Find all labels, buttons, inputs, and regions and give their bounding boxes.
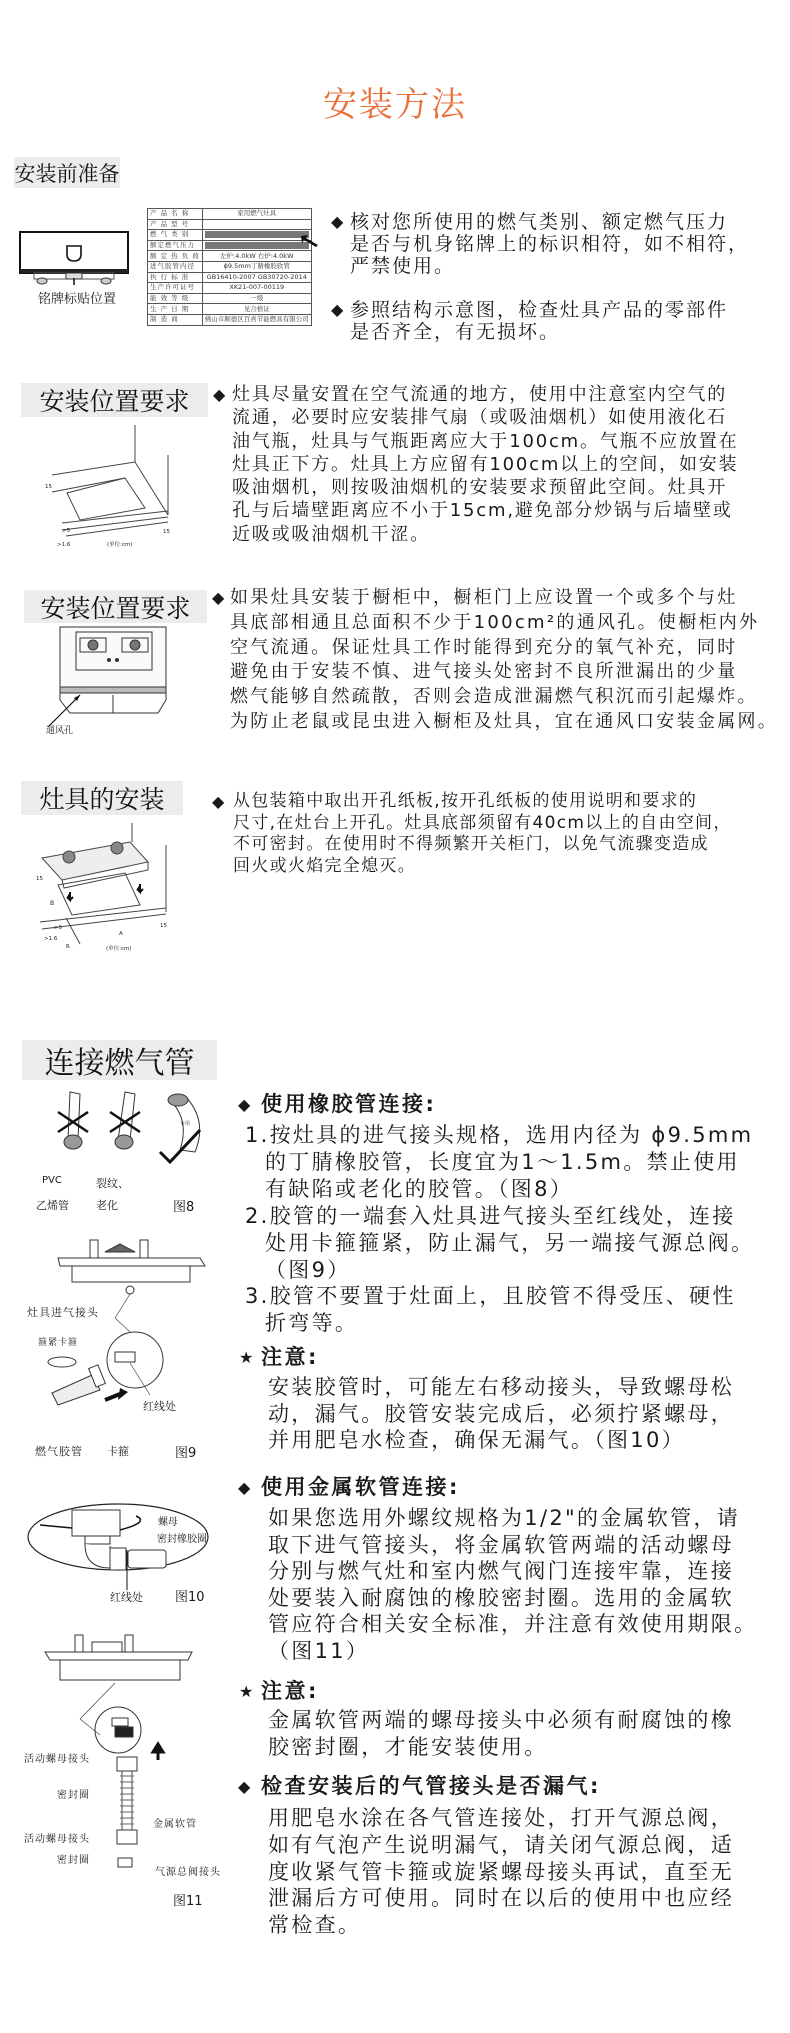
fig8-label-crack2: 老化 xyxy=(96,1199,118,1212)
fig8-label-pvc2: 乙烯管 xyxy=(36,1199,69,1212)
position-text xyxy=(232,383,738,546)
fig9-label-hose: 燃气胶管 xyxy=(35,1445,83,1458)
note-1-text xyxy=(268,1374,734,1454)
nameplate-caption: 铭牌标贴位置 xyxy=(38,292,117,307)
dim-label: R xyxy=(66,944,70,950)
section-header-prep: 安装前准备 xyxy=(14,157,120,188)
cabinet-vent-diagram xyxy=(40,625,180,735)
arrow-icon xyxy=(300,234,320,248)
unit-label: (单位:cm) xyxy=(107,542,133,548)
text-line: 分别与燃气灶和室内燃气阀门连接牢靠，连接 xyxy=(268,1559,734,1583)
nameplate-row xyxy=(148,251,312,262)
nameplate-row xyxy=(148,209,312,220)
text-line: 孔与后墙壁距离应不小于15cm,避免部分炒锅与后墙壁或 xyxy=(232,500,733,522)
text-line: 取下进气管接头，将金属软管两端的活动螺母 xyxy=(268,1532,734,1557)
dim-label: 15 xyxy=(163,529,170,535)
text-line: 常检查。 xyxy=(268,1913,362,1937)
fig11-caption: 图11 xyxy=(173,1894,203,1909)
leak-check-heading: 检查安装后的气管接头是否漏气: xyxy=(261,1774,601,1798)
text-line: 3.胶管不要置于灶面上，且胶管不得受压、硬性 xyxy=(245,1284,736,1308)
page-title: 安装方法 xyxy=(323,85,467,125)
nameplate-key: 产 品 名 称 xyxy=(148,209,203,220)
dim-label: 15 xyxy=(45,484,52,490)
fig9-caption: 图9 xyxy=(175,1446,197,1461)
metal-hose-text xyxy=(268,1505,757,1664)
diamond-bullet-icon: ◆ xyxy=(213,385,226,404)
fig9-label-red-line: 红线处 xyxy=(143,1400,176,1413)
stove-install-text xyxy=(233,791,732,878)
text-line: 如果灶具安装于橱柜中，橱柜门上应设置一个或多个与灶 xyxy=(230,587,738,608)
dim-label: >5 xyxy=(62,528,71,534)
nameplate-value: 左炉:4.0kW 右炉:4.0kW xyxy=(202,251,311,262)
dim-label: >1.6 xyxy=(57,542,71,548)
nameplate-row xyxy=(148,304,312,315)
text-line: 管应符合相关安全标准，并注意有效使用期限。 xyxy=(268,1612,758,1636)
nameplate-key: 产 品 型 号 xyxy=(148,219,203,230)
fig9-label-inlet: 灶具进气接头 xyxy=(27,1306,99,1319)
rubber-hose-item-2 xyxy=(245,1203,755,1283)
nameplate-value: 一级 xyxy=(202,293,311,304)
text-line: 处要装入耐腐蚀的橡胶密封圈。选用的金属软 xyxy=(268,1585,734,1610)
diamond-bullet-icon: ◆ xyxy=(238,1095,251,1114)
nameplate-key: 制 造 商 xyxy=(148,314,203,325)
text-line: 流通，必要时应安装排气扇（或吸油烟机）如使用液化石 xyxy=(232,407,727,429)
diamond-bullet-icon: ◆ xyxy=(238,1478,251,1497)
nameplate-value xyxy=(202,219,311,230)
rubber-hose-item-3 xyxy=(245,1283,736,1337)
fig11-label-nut2: 活动螺母接头 xyxy=(24,1834,90,1845)
fig10-label-nut: 螺母 xyxy=(158,1517,178,1528)
dim-label: B xyxy=(50,900,55,907)
text-line: 燃气能够自然疏散，否则会造成泄漏燃气积沉而引起爆炸。 xyxy=(230,686,758,708)
diamond-bullet-icon: ◆ xyxy=(238,1777,251,1796)
text-line: （图11） xyxy=(268,1638,370,1663)
fig8-label-crack: 裂纹、 xyxy=(96,1177,129,1190)
text-line: 避免由于安装不慎、进气接头处密封不良所泄漏出的少量 xyxy=(230,661,738,683)
hose-types-figure xyxy=(30,1090,210,1170)
nameplate-row xyxy=(148,240,312,251)
text-line: 是否齐全，有无损坏。 xyxy=(350,321,561,343)
nameplate-value: GB16410-2007 GB30720-2014 xyxy=(202,272,311,283)
text-line: 的丁腈橡胶管，长度宜为1～1.5m。禁止使用 xyxy=(265,1149,740,1174)
diamond-bullet-icon: ◆ xyxy=(212,792,225,811)
section-header-cabinet: 安装位置要求 xyxy=(24,590,207,623)
text-line: 金属软管两端的螺母接头中必须有耐腐蚀的橡 xyxy=(268,1708,734,1732)
nameplate-value: 佛山市顺德区百喜节能燃具有限公司 xyxy=(202,314,311,325)
nameplate-value: 见合格证 xyxy=(202,304,311,315)
cabinet-text xyxy=(230,586,778,735)
text-line: 如有气泡产生说明漏气，请关闭气源总阀，适 xyxy=(268,1832,734,1857)
text-line: 严禁使用。 xyxy=(350,255,456,277)
note-1-heading: 注意: xyxy=(261,1345,319,1369)
text-line: 泄漏后方可使用。同时在以后的使用中也应经 xyxy=(268,1886,734,1911)
text-line: 有缺陷或老化的胶管。（图8） xyxy=(265,1176,574,1201)
text-line: 折弯等。 xyxy=(265,1310,359,1335)
nameplate-key: 燃 气 类 别 xyxy=(148,230,203,241)
text-line: 1.按灶具的进气接头规格，选用内径为 ϕ9.5mm xyxy=(245,1123,754,1147)
section-header-position: 安装位置要求 xyxy=(21,383,208,417)
star-icon: ★ xyxy=(239,1348,254,1367)
fig11-label-seal1: 密封圈 xyxy=(57,1790,90,1801)
stove-nameplate-illustration xyxy=(14,225,134,285)
nameplate-key: 进气胶管内径 xyxy=(148,261,203,272)
text-line: 2.胶管的一端套入灶具进气接头至红线处，连接 xyxy=(245,1204,736,1228)
diamond-bullet-icon: ◆ xyxy=(331,300,344,319)
diamond-bullet-icon: ◆ xyxy=(331,212,344,231)
fig10-caption: 图10 xyxy=(175,1590,205,1605)
fig10-label-red-line: 红线处 xyxy=(110,1591,143,1604)
text-line: （图9） xyxy=(265,1257,351,1282)
dim-label: >5 xyxy=(54,925,63,931)
text-line: 灶具正下方。灶具上方应留有100cm以上的空间，如安装 xyxy=(232,453,739,475)
text-line: 近吸或吸油烟机干涩。 xyxy=(232,523,430,545)
nameplate-row xyxy=(148,283,312,294)
section-header-gas-pipe: 连接燃气管 xyxy=(22,1040,217,1080)
fig8-label-pvc: PVC xyxy=(42,1175,62,1186)
text-line: 度收紧气管卡箍或旋紧螺母接头再试，直至无 xyxy=(268,1859,734,1884)
text-line: 参照结构示意图，检查灶具产品的零部件 xyxy=(350,299,729,321)
unit-label: (单位:cm) xyxy=(106,946,132,952)
nameplate-value: ϕ9.5mm丁腈橡胶软管 xyxy=(202,261,311,272)
nameplate-row xyxy=(148,293,312,304)
dim-label: 15 xyxy=(36,876,43,882)
fig11-label-nut1: 活动螺母接头 xyxy=(24,1754,90,1765)
nameplate-row xyxy=(148,261,312,272)
text-line: 并用肥皂水检查，确保无漏气。（图10） xyxy=(268,1428,685,1452)
nameplate-table xyxy=(147,208,312,326)
text-line: 回火或火焰完全熄灭。 xyxy=(233,856,416,877)
text-line: 是否与机身铭牌上的标识相符，如不相符， xyxy=(350,233,750,255)
text-line: 如果您选用外螺纹规格为1/2"的金属软管，请 xyxy=(268,1506,741,1530)
text-line: 不可密封。在使用时不得频繁开关柜门，以免气流骤变造成 xyxy=(233,834,709,855)
fig11-label-metal-hose: 金属软管 xyxy=(153,1819,197,1830)
dim-label: >1.6 xyxy=(44,936,58,942)
fig11-label-valve: 气源总阀接头 xyxy=(155,1867,221,1878)
fig9-label-clamp-tight: 箍紧卡箍 xyxy=(38,1338,79,1348)
rubber-hose-figure xyxy=(0,1230,220,1440)
prep-bullet-1 xyxy=(350,211,749,277)
nameplate-key: 能 效 等 级 xyxy=(148,293,203,304)
text-line: 灶具尽量安置在空气流通的地方，使用中注意室内空气的 xyxy=(232,384,727,405)
text-line: 核对您所使用的燃气类别、额定燃气压力 xyxy=(350,211,729,233)
fig9-label-clamp: 卡箍 xyxy=(107,1445,129,1458)
nameplate-value: 家用燃气灶具 xyxy=(202,209,311,220)
fig11-label-seal2: 密封圈 xyxy=(57,1855,90,1866)
text-line: 安装胶管时，可能左右移动接头，导致螺母松 xyxy=(268,1375,734,1399)
text-line: 为防止老鼠或昆虫进入橱柜及灶具，宜在通风口安装金属网。 xyxy=(230,710,779,732)
rubber-hose-item-1 xyxy=(245,1122,754,1202)
nameplate-key: 生 产 日 期 xyxy=(148,304,203,315)
dim-label: 15 xyxy=(160,923,167,929)
note-2-heading: 注意: xyxy=(261,1679,319,1703)
nameplate-row xyxy=(148,219,312,230)
section-header-stove-install: 灶具的安装 xyxy=(21,781,183,815)
text-line: 尺寸,在灶台上开孔。灶具底部须留有40cm以上的自由空间， xyxy=(233,812,732,833)
nameplate-row xyxy=(148,230,312,241)
text-line: 油气瓶，灶具与气瓶距离应大于100cm。气瓶不应放置在 xyxy=(232,430,739,452)
clearance-diagram xyxy=(0,420,210,560)
nameplate-key: 生产许可证号 xyxy=(148,283,203,294)
nameplate-row xyxy=(148,314,312,325)
rubber-hose-heading: 使用橡胶管连接: xyxy=(261,1092,437,1116)
arrow-up-icon xyxy=(153,1744,163,1760)
dim-label: A xyxy=(119,931,123,937)
redacted-bar xyxy=(205,231,309,238)
nameplate-key: 额 定 热 负 荷 xyxy=(148,251,203,262)
note-2-text xyxy=(268,1707,734,1760)
text-line: 吸油烟机，则按吸油烟机的安装要求预留此空间。灶具开 xyxy=(232,477,727,499)
text-line: 动，漏气。胶管安装完成后，必须拧紧螺母， xyxy=(268,1401,734,1426)
text-line: 处用卡箍箍紧，防止漏气，另一端接气源总阀。 xyxy=(265,1230,755,1255)
fig10-label-seal: 密封橡胶圈 xyxy=(157,1534,207,1545)
metal-hose-heading: 使用金属软管连接: xyxy=(261,1475,460,1499)
text-line: 用肥皂水涂在各气管连接处，打开气源总阀， xyxy=(268,1806,734,1830)
text-line: 从包装箱中取出开孔纸板,按开孔纸板的使用说明和要求的 xyxy=(233,791,698,811)
leak-check-text xyxy=(268,1805,734,1939)
fig8-caption: 图8 xyxy=(173,1200,195,1215)
text-line: 胶密封圈，才能安装使用。 xyxy=(268,1734,548,1759)
cutout-diagram xyxy=(0,820,200,960)
text-line: 具底部相通且总面积不少于100cm²的通风孔。使橱柜内外 xyxy=(230,611,760,633)
vent-label: 通风孔 xyxy=(46,726,74,736)
nameplate-value: XK21-007-00119 xyxy=(202,283,311,294)
hose-tag-label: 专用 xyxy=(180,1121,191,1127)
nameplate-row xyxy=(148,272,312,283)
nameplate-key: 额定燃气压力 xyxy=(148,240,203,251)
prep-bullet-2 xyxy=(350,299,728,343)
text-line: 空气流通。保证灶具工作时能得到充分的氧气补充，同时 xyxy=(230,636,738,658)
redacted-bar xyxy=(205,242,309,249)
star-icon: ★ xyxy=(239,1682,254,1701)
nameplate-key: 执 行 标 准 xyxy=(148,272,203,283)
diamond-bullet-icon: ◆ xyxy=(212,588,225,607)
